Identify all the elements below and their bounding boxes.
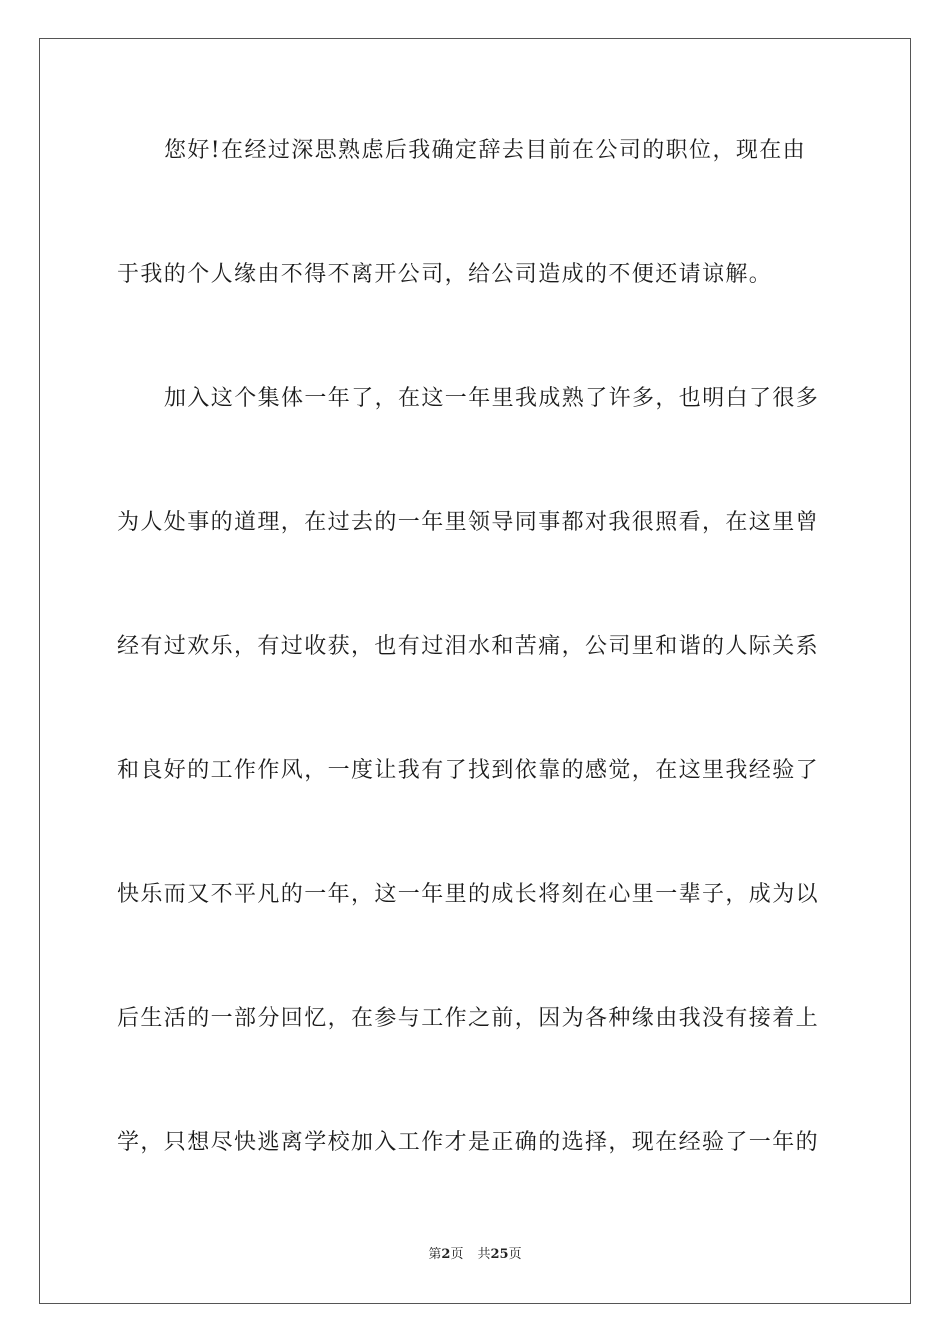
total-suffix: 页 [508,1247,522,1262]
body-text-line: 和良好的工作作风，一度让我有了找到依靠的感觉，在这里我经验了 [117,758,820,783]
body-text-line: 快乐而又不平凡的一年，这一年里的成长将刻在心里一辈子，成为以 [117,882,820,907]
page-number: 2 [441,1247,451,1262]
total-pages: 25 [490,1247,509,1262]
page-suffix: 页 [450,1247,464,1262]
page-border [39,38,911,1304]
body-text-line: 为人处事的道理，在过去的一年里领导同事都对我很照看，在这里曾 [117,510,820,535]
body-text-line: 您好!在经过深思熟虑后我确定辞去目前在公司的职位，现在由 [164,138,807,163]
page-prefix: 第 [428,1247,442,1262]
body-text-line: 后生活的一部分回忆，在参与工作之前，因为各种缘由我没有接着上 [117,1006,820,1031]
total-prefix: 共 [477,1247,491,1262]
body-text-line: 加入这个集体一年了，在这一年里我成熟了许多，也明白了很多 [164,386,820,411]
body-text-line: 学，只想尽快逃离学校加入工作才是正确的选择，现在经验了一年的 [117,1130,820,1155]
body-text-line: 经有过欢乐，有过收获，也有过泪水和苦痛，公司里和谐的人际关系 [117,634,820,659]
page-footer [0,1247,950,1263]
body-text-line: 于我的个人缘由不得不离开公司，给公司造成的不便还请谅解。 [117,262,773,287]
